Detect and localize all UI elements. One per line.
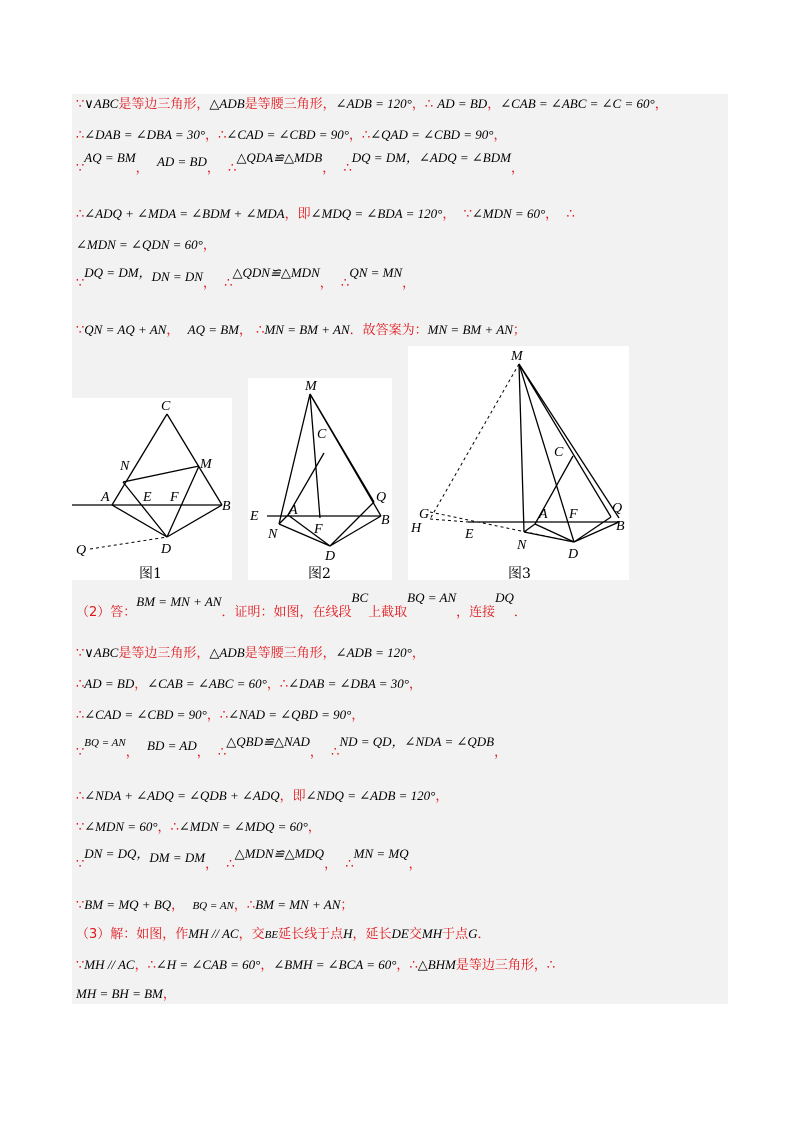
s2-line-6: ∵∠MDN = 60°，∴∠MDN = ∠MDQ = 60°， [76,819,321,835]
s1-line-1: ∵∨ABC是等边三角形，△ADB是等腰三角形，∠ADB = 120°，∴ AD = BD，∠CAB = ∠ABC = ∠C = 60°， [76,96,668,112]
s3-line-2: MH = BH = BM， [76,986,176,1002]
fig2-label-d: D [325,549,336,564]
fig1-line-db [167,505,222,537]
fig2-label-c: C [317,427,327,442]
fig2-label-f: F [314,522,323,537]
fig3-line-db [574,522,619,542]
fig1-label-a: A [101,490,110,505]
fig3-line-na [524,524,535,532]
s1-line-2: ∴∠DAB = ∠DBA = 30°，∴∠CAD = ∠CBD = 90°，∴∠QAD = ∠CBD = 90°， [76,127,507,143]
fig3-line-mq [519,364,611,517]
fig1-label-f: F [170,490,179,505]
s2-line-4: ∵$^{BQ = AN}$， BD = AD， ∴△QBD≌△NAD， ∴ND = QD，∠NDA = ∠QDB， [76,734,508,760]
s1-line-4: ∴∠ADQ + ∠MDA = ∠BDM + ∠MDA，即∠MDQ = ∠BDA = 120°， ∵∠MDN = 60°， ∴ [76,206,575,222]
fig2-label-b: B [381,513,390,528]
fig3-label-a: A [539,507,548,522]
figure-3 [408,346,629,580]
s2-line-7: ∵DN = DQ，DM = DM， ∴△MDN≌△MDQ， ∴MN = MQ， [76,846,422,872]
fig3-label-h: H [411,521,422,536]
s2-line-5: ∴∠NDA + ∠ADQ = ∠QDB + ∠ADQ，即∠NDQ = ∠ADB = 120°， [76,788,449,804]
fig1-caption: 图1 [139,566,162,580]
s1-line-5: ∠MDN = ∠QDN = 60°， [76,237,216,253]
fig1-label-c: C [161,399,171,414]
fig3-line-mn [519,364,524,532]
fig1-label-m: M [200,457,212,472]
fig2-label-m: M [305,379,317,394]
s1-line-7: ∵QN = AQ + AN， AQ = BM， ∴MN = BM + AN．故答案为：MN = BM + AN； [76,322,526,338]
fig1-label-d: D [161,542,172,557]
fig2-label-n: N [268,527,278,542]
fig3-label-g: G [419,507,430,522]
fig3-line-mb [519,364,619,518]
fig3-label-m: M [511,349,523,364]
s2-line-3: ∴∠CAD = ∠CBD = 90°，∴∠NAD = ∠QBD = 90°， [76,707,365,723]
fig1-label-b: B [222,499,231,514]
fig3-caption: 图3 [508,566,531,580]
fig2-label-a: A [289,503,298,518]
s2-line-2: ∴AD = BD，∠CAB = ∠ABC = 60°，∴∠DAB = ∠DBA = 30°， [76,676,423,692]
fig1-label-n: N [120,459,130,474]
fig1-line-da [112,505,167,537]
s1-line-6: ∵DQ = DM，DN = DN， ∴△QDN≌△MDN， ∴QN = MN， [76,265,416,291]
fig3-line-mh [430,364,519,519]
fig1-line-qd [90,537,167,549]
s3-heading: （3）解：如图，作MH // AC，交BE延长线于点H，延长DE交MH于点G． [76,926,491,942]
s2-line-8: ∵BM = MQ + BQ， BQ = AN，∴BM = MN + AN； [76,897,354,913]
s3-line-1: ∵MH // AC，∴∠H = ∠CAB = 60°，∠BMH = ∠BCA = 60°，∴△BHM是等边三角形，∴ [76,957,556,973]
fig2-label-e: E [250,509,259,524]
s2-heading: （2）答：BM = MN + AN．证明：如图，在线段BC上截取BQ = AN，连接DQ． [76,590,527,620]
s1-line-3: ∵AQ = BM， AD = BD， ∴△QDA≌△MDB， ∴DQ = DM，∠ADQ = ∠BDM， [76,150,524,176]
fig3-label-e: E [465,527,474,542]
fig2-caption: 图2 [308,566,331,580]
fig2-line-mf [310,394,320,518]
fig1-label-e: E [143,490,152,505]
fig3-label-c: C [554,445,564,460]
fig3-label-f: F [569,507,578,522]
fig3-label-b: B [616,519,625,534]
figure-1 [72,398,232,580]
fig3-line-he [430,519,468,522]
fig1-label-q: Q [76,543,87,558]
fig3-line-dq [574,517,611,542]
fig3-label-q: Q [612,501,623,516]
figure-2 [248,378,392,580]
fig2-line-mb [310,394,381,516]
fig3-label-n: N [517,538,527,553]
fig3-label-d: D [568,547,579,562]
fig3-line-da [535,524,574,542]
fig2-label-q: Q [376,490,387,505]
s2-line-1: ∵∨ABC是等边三角形，△ADB是等腰三角形，∠ADB = 120°， [76,645,425,661]
